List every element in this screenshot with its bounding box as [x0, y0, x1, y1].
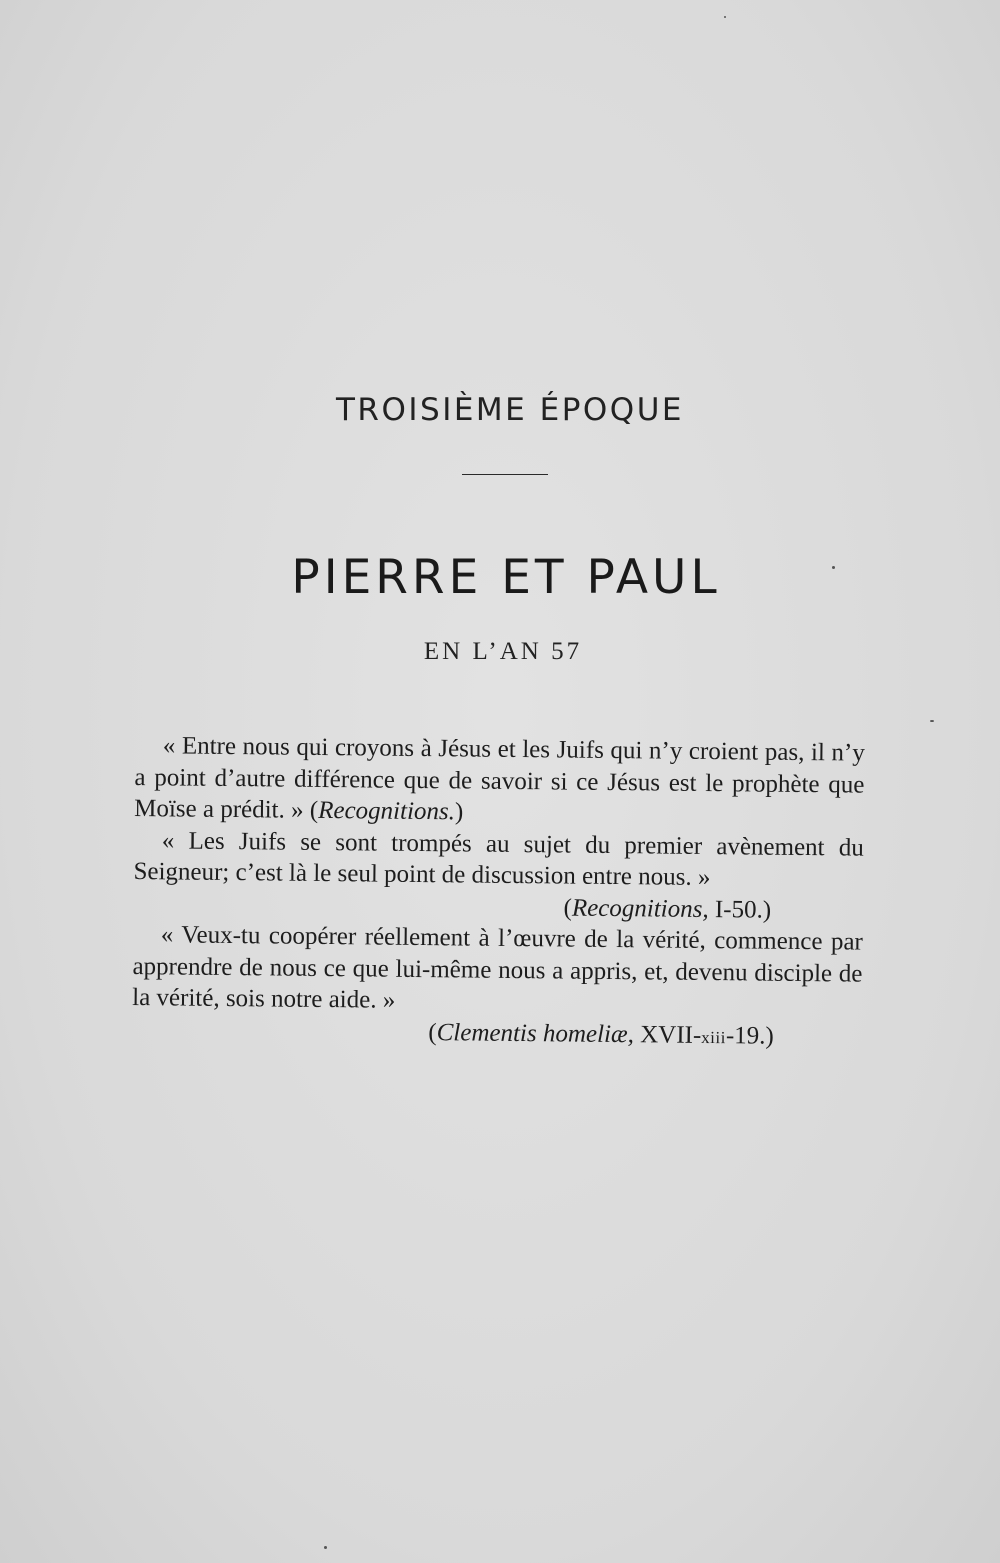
citation-recognitions: (Recognitions, I-50.) [563, 893, 772, 924]
paper-speck [930, 720, 934, 722]
quote-text: « Entre nous qui croyons à Jésus et les Juifs qui n’y croient pas, il n’y a point d’autre différence que de savoir si ce Jésus est le prophète que Moïse a prédit. » [134, 732, 865, 824]
chapter-title: PIERRE ET PAUL [291, 550, 721, 605]
paper-speck [724, 16, 726, 18]
epigraph-block [132, 730, 865, 1055]
citation-clementis: (Clementis homeliæ, XVII-xiii-19.) [428, 1018, 774, 1050]
paper-speck [832, 566, 835, 569]
chapter-subtitle: EN L’AN 57 [423, 638, 583, 665]
epoch-heading: TROISIÈME ÉPOQUE [336, 392, 684, 428]
citation-small-caps: xiii [701, 1027, 727, 1047]
citation-title: Recognitions, [571, 894, 709, 923]
title-divider-rule [462, 474, 548, 475]
quote-text: « Veux-tu coopérer réellement à l’œuvre de la vérité, commence par apprendre de nous ce que lui-même nous a appris, et, devenu disciple de la vérité, sois notre aide. » [132, 921, 863, 1014]
inline-citation-title: Recognitions. [318, 796, 456, 826]
citation-title: Clementis homeliæ, [436, 1018, 635, 1048]
paper-speck [324, 1546, 327, 1549]
epigraph-quote-3 [132, 919, 863, 1021]
inline-citation: (Recognitions.) [309, 796, 464, 826]
quote-text: « Les Juifs se sont trompés au sujet du premier avènement du Seigneur; c’est là le seul point de discussion entre nous. » [133, 826, 864, 892]
epigraph-quote-1 [134, 730, 865, 832]
epigraph-quote-2 [133, 824, 864, 895]
